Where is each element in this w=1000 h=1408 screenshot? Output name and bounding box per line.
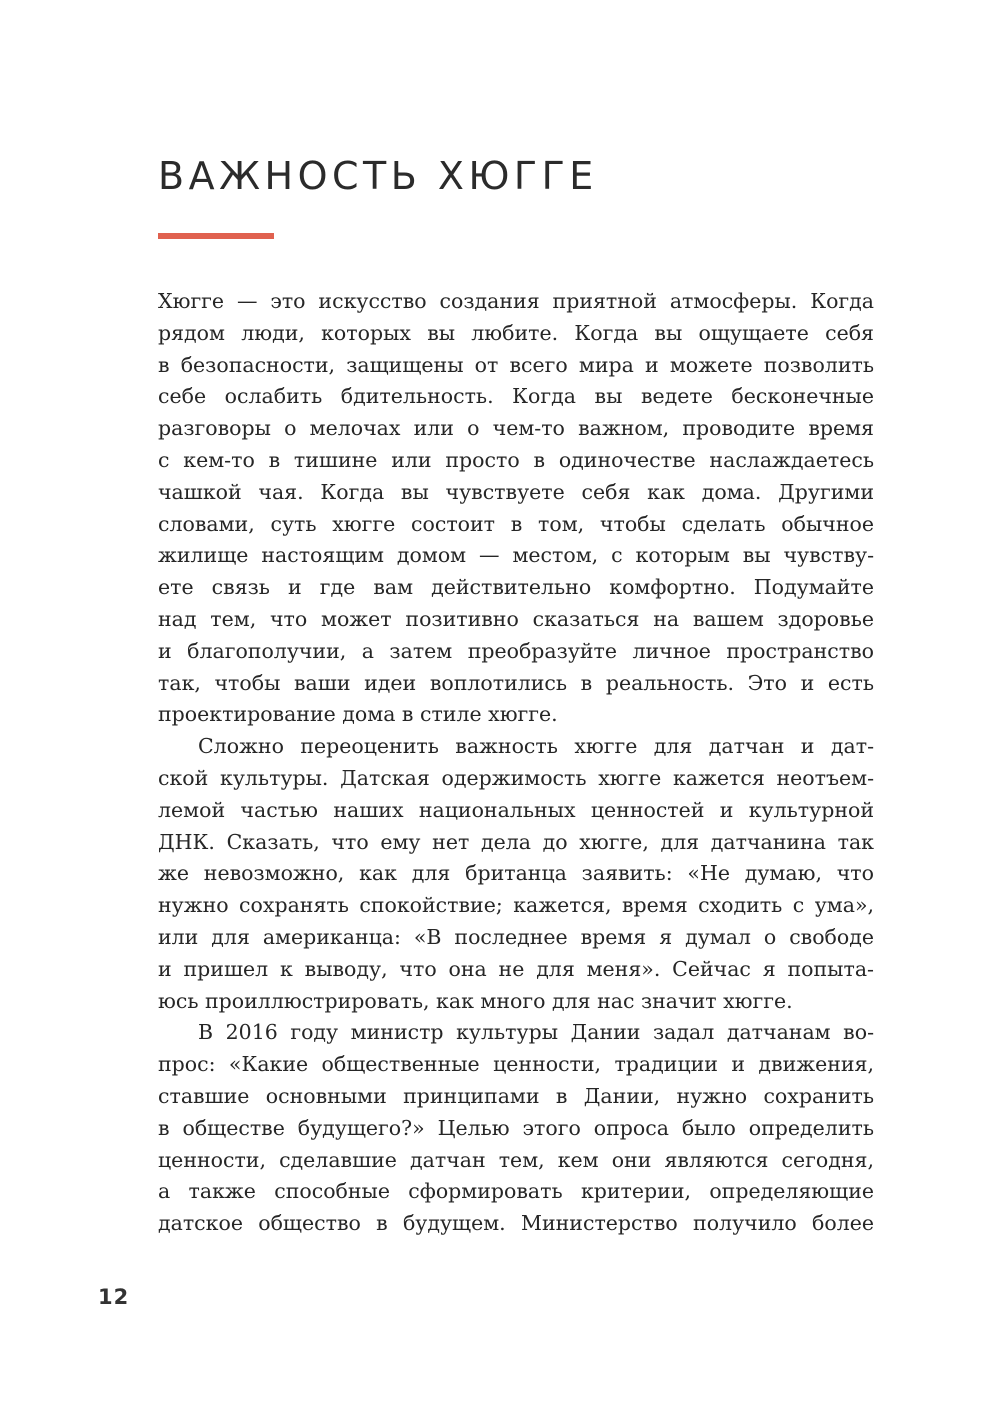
text-line: в обществе будущего?» Целью этого опроса было определить (158, 1115, 874, 1140)
chapter-title: ВАЖНОСТЬ ХЮГГЕ (158, 154, 598, 198)
text-line: ской культуры. Датская одержимость хюгге кажется неотъем- (158, 765, 874, 790)
text-line: Хюгге — это искусство создания приятной атмосферы. Когда (158, 289, 874, 313)
text-line: ставшие основными принципами в Дании, нужно сохранить (158, 1083, 874, 1108)
text-line: рядом люди, которых вы любите. Когда вы ощущаете себя (158, 320, 874, 345)
text-line: так, чтобы ваши идеи воплотились в реальность. Это и есть (158, 670, 874, 695)
paragraph (158, 286, 874, 731)
text-line: нужно сохранять спокойствие; кажется, время сходить с ума», (158, 893, 874, 918)
text-line: лемой частью наших национальных ценностей и культурной (158, 797, 874, 822)
text-line: чашкой чая. Когда вы чувствуете себя как дома. Другими (158, 479, 874, 504)
text-line: или для американца: «В последнее время я думал о свободе (158, 924, 874, 949)
text-line: прос: «Какие общественные ценности, традиции и движения, (158, 1052, 874, 1077)
text-line: В 2016 году министр культуры Дании задал датчанам во- (198, 1020, 874, 1045)
title-accent-rule (158, 233, 274, 239)
text-line: ДНК. Сказать, что ему нет дела до хюгге, для датчанина так (158, 829, 874, 854)
text-line: разговоры о мелочах или о чем-то важном, проводите время (158, 416, 874, 441)
paragraph (158, 1017, 874, 1240)
text-line: в безопасности, защищены от всего мира и можете позволить (158, 352, 874, 377)
text-line: ценности, сделавшие датчан тем, кем они являются сегодня, (158, 1147, 874, 1172)
text-line: ете связь и где вам действительно комфортно. Подумайте (158, 575, 874, 600)
text-line: над тем, что может позитивно сказаться на вашем здоровье (158, 606, 874, 631)
text-line: и пришел к выводу, что она не для меня». Сейчас я попыта- (158, 956, 874, 981)
text-line: датское общество в будущем. Министерство получило более (158, 1211, 874, 1236)
text-line: Сложно переоценить важность хюгге для датчан и дат- (198, 734, 874, 759)
text-line: себе ослабить бдительность. Когда вы ведете бесконечные (158, 384, 874, 409)
paragraph (158, 731, 874, 1017)
text-line: проектирование дома в стиле хюгге. (158, 702, 558, 727)
body-text (158, 286, 874, 1240)
text-line: словами, суть хюгге состоит в том, чтобы сделать обычное (158, 511, 874, 536)
text-line: юсь проиллюстрировать, как много для нас значит хюгге. (158, 988, 793, 1013)
text-line: же невозможно, как для британца заявить: «Не думаю, что (158, 861, 874, 886)
page-number: 12 (98, 1285, 130, 1309)
text-line: с кем-то в тишине или просто в одиночестве наслаждаетесь (158, 447, 874, 472)
text-line: жилище настоящим домом — местом, с которым вы чувству- (158, 543, 874, 568)
text-line: а также способные сформировать критерии, определяющие (158, 1179, 874, 1204)
text-line: и благополучии, а затем преобразуйте личное пространство (158, 638, 874, 663)
